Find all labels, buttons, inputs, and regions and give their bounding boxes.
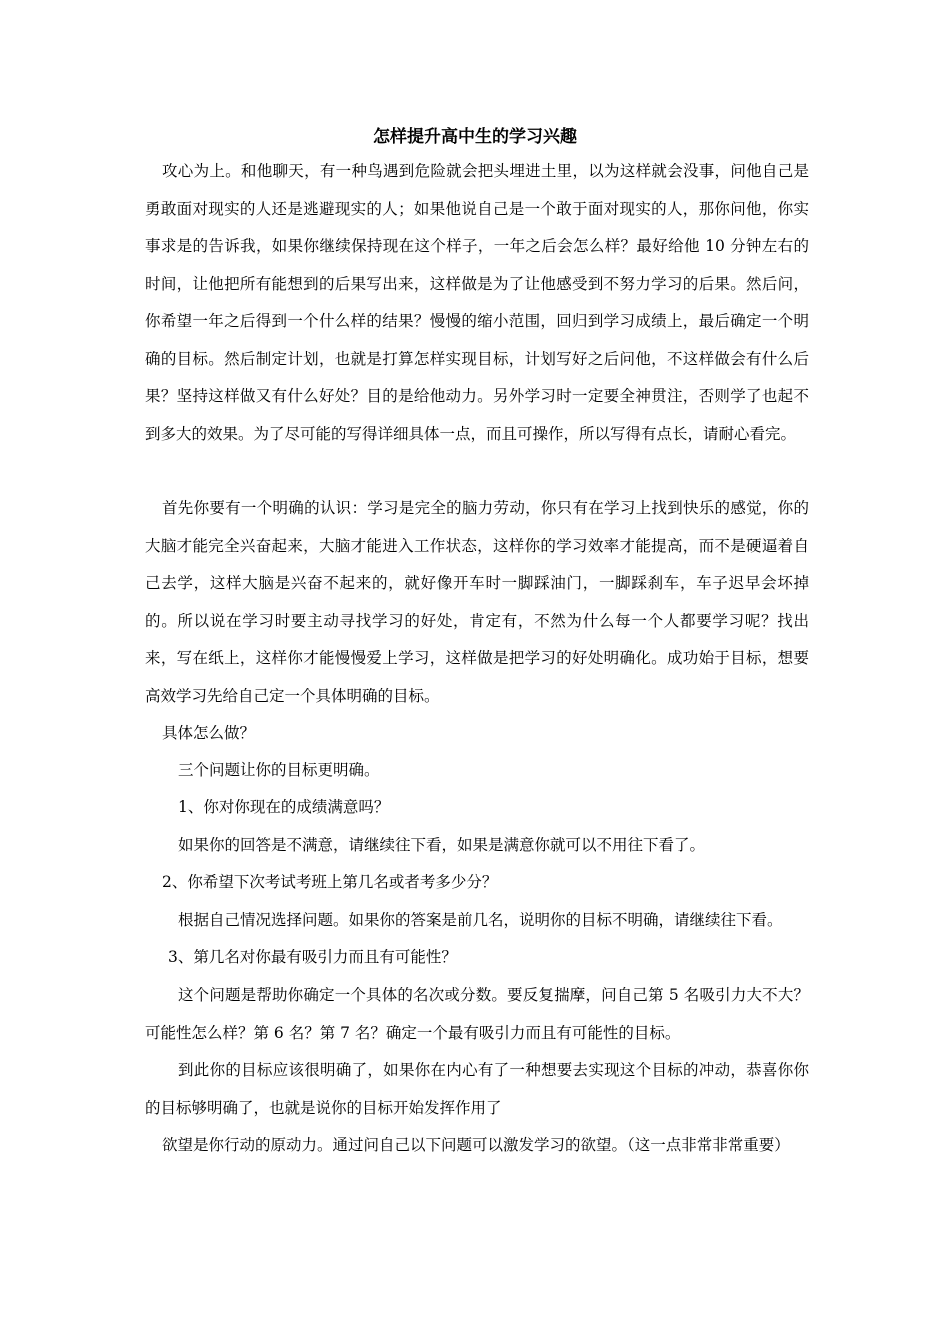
paragraph-persuasion: 攻心为上。和他聊天，有一种鸟遇到危险就会把头埋进土里，以为这样就会没事，问他自己是勇敢面对现实的人还是逃避现实的人；如果他说自己是一个敢于面对现实的人，那你问他，你实事求是的告诉我，如果你继续保持现在这个样子，一年之后会怎么样？最好给他 10 分钟左右的时间，让他把所有能想到的后果写出来，这样做是为了让他感受到不努力学习的后果。然后问，你希望一年之后得到一个什么样的结果？慢慢的缩小范围，回归到学习成绩上，最后确定一个明确的目标。然后制定计划，也就是打算怎样实现目标，计划写好之后问他，不这样做会有什么后果？坚持这样做又有什么好处？目的是给他动力。另外学习时一定要全神贯注，否则学了也起不到多大的效果。为了尽可能的写得详细具体一点，而且可操作，所以写得有点长，请耐心看完。 xyxy=(145,162,809,443)
question-1: 1、你对你现在的成绩满意吗？ xyxy=(178,798,390,816)
line-how-to: 具体怎么做？ xyxy=(162,724,256,742)
document-title: 怎样提升高中生的学习兴趣 xyxy=(373,127,577,147)
answer-3: 这个问题是帮助你确定一个具体的名次或分数。要反复揣摩，问自己第 5 名吸引力大不大？可能性怎么样？第 6 名？第 7 名？确定一个最有吸引力而且有可能性的目标。 xyxy=(145,986,809,1042)
answer-1: 如果你的回答是不满意，请继续往下看，如果是满意你就可以不用往下看了。 xyxy=(178,836,706,854)
question-2: 2、你希望下次考试考班上第几名或者考多少分？ xyxy=(162,873,498,891)
line-three-questions: 三个问题让你的目标更明确。 xyxy=(178,761,380,779)
paragraph-goal-clear: 到此你的目标应该很明确了，如果你在内心有了一种想要去实现这个目标的冲动，恭喜你你的目标够明确了，也就是说你的目标开始发挥作用了 xyxy=(145,1061,809,1117)
answer-2: 根据自己情况选择问题。如果你的答案是前几名，说明你的目标不明确，请继续往下看。 xyxy=(178,911,783,929)
question-3: 3、第几名对你最有吸引力而且有可能性？ xyxy=(168,948,457,966)
paragraph-desire: 欲望是你行动的原动力。通过问自己以下问题可以激发学习的欲望。（这一点非常非常重要） xyxy=(162,1136,790,1154)
paragraph-learning-attitude: 首先你要有一个明确的认识：学习是完全的脑力劳动，你只有在学习上找到快乐的感觉，你的大脑才能完全兴奋起来，大脑才能进入工作状态，这样你的学习效率才能提高，而不是硬逼着自己去学，这样大脑是兴奋不起来的，就好像开车时一脚踩油门，一脚踩刹车，车子迟早会坏掉的。所以说在学习时要主动寻找学习的好处，肯定有，不然为什么每一个人都要学习呢？找出来，写在纸上，这样你才能慢慢爱上学习，这样做是把学习的好处明确化。成功始于目标，想要高效学习先给自己定一个具体明确的目标。 xyxy=(145,499,809,705)
